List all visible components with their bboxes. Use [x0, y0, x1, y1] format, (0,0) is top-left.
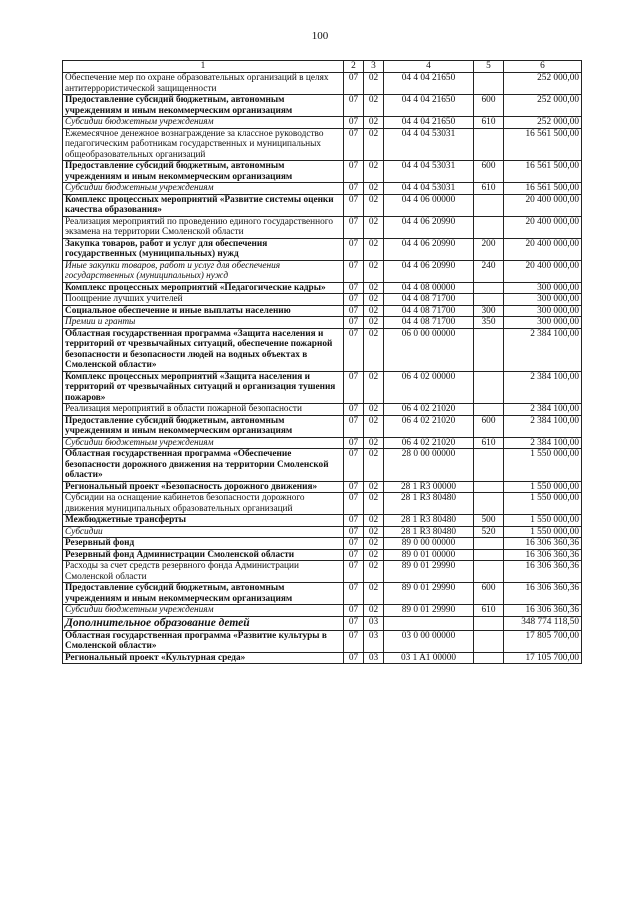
target-article-code: 03 1 A1 00000	[384, 652, 474, 664]
section-code: 07	[344, 404, 364, 416]
item-name: Областная государственная программа «Обеспечение безопасности дорожного движения на территории Смоленской области»	[63, 449, 344, 482]
item-name: Комплекс процессных мероприятий «Развитие системы оценки качества образования»	[63, 194, 344, 216]
table-row	[63, 616, 582, 630]
subsection-code: 02	[364, 583, 384, 605]
item-name: Премии и гранты	[63, 317, 344, 329]
amount: 2 384 100,00	[504, 404, 582, 416]
section-code: 07	[344, 317, 364, 329]
item-name: Предоставление субсидий бюджетным, автономным учреждениям и иным некоммерческим организациям	[63, 415, 344, 437]
item-name: Ежемесячное денежное вознаграждение за классное руководство педагогическим работникам государственных и муниципальных общеобразовательных организаций	[63, 128, 344, 161]
target-article-code: 04 4 06 20990	[384, 216, 474, 238]
item-name: Закупка товаров, работ и услуг для обеспечения государственных (муниципальных) нужд	[63, 238, 344, 260]
subsection-code: 02	[364, 73, 384, 95]
amount: 16 306 360,36	[504, 605, 582, 617]
item-name: Субсидии бюджетным учреждениям	[63, 605, 344, 617]
amount: 300 000,00	[504, 317, 582, 329]
target-article-code: 04 4 06 00000	[384, 194, 474, 216]
target-article-code: 89 0 01 29990	[384, 605, 474, 617]
table-row	[63, 437, 582, 449]
target-article-code: 04 4 06 20990	[384, 260, 474, 282]
amount: 20 400 000,00	[504, 194, 582, 216]
target-article-code: 04 4 08 71700	[384, 317, 474, 329]
section-code: 07	[344, 616, 364, 630]
section-code: 07	[344, 294, 364, 306]
expense-type-code	[474, 481, 504, 493]
item-name: Комплекс процессных мероприятий «Педагогические кадры»	[63, 282, 344, 294]
table-row	[63, 481, 582, 493]
expense-type-code: 520	[474, 526, 504, 538]
item-name: Региональный проект «Культурная среда»	[63, 652, 344, 664]
section-code: 07	[344, 216, 364, 238]
subsection-code: 02	[364, 95, 384, 117]
amount: 348 774 118,50	[504, 616, 582, 630]
subsection-code: 02	[364, 161, 384, 183]
section-code: 07	[344, 95, 364, 117]
table-row	[63, 630, 582, 652]
amount: 16 561 500,00	[504, 183, 582, 195]
expense-type-code: 610	[474, 437, 504, 449]
expense-type-code	[474, 216, 504, 238]
item-name: Обеспечение мер по охране образовательных организаций в целях антитеррористической защищенности	[63, 73, 344, 95]
section-code: 07	[344, 437, 364, 449]
section-code: 07	[344, 583, 364, 605]
table-row	[63, 526, 582, 538]
table-row	[63, 493, 582, 515]
table-row	[63, 652, 582, 664]
target-article-code: 04 4 04 21650	[384, 73, 474, 95]
section-code: 07	[344, 73, 364, 95]
target-article-code: 04 4 04 53031	[384, 183, 474, 195]
section-code: 07	[344, 371, 364, 404]
table-row	[63, 282, 582, 294]
target-article-code: 28 1 R3 80480	[384, 526, 474, 538]
column-header-6: 6	[504, 61, 582, 73]
section-code: 07	[344, 449, 364, 482]
expense-type-code	[474, 294, 504, 306]
amount: 300 000,00	[504, 305, 582, 317]
amount: 20 400 000,00	[504, 216, 582, 238]
target-article-code: 04 4 04 21650	[384, 117, 474, 129]
target-article-code: 06 4 02 00000	[384, 371, 474, 404]
target-article-code: 28 1 R3 00000	[384, 481, 474, 493]
expense-type-code	[474, 404, 504, 416]
expense-type-code: 200	[474, 238, 504, 260]
target-article-code: 28 1 R3 80480	[384, 515, 474, 527]
section-code: 07	[344, 549, 364, 561]
table-row	[63, 328, 582, 371]
subsection-code: 02	[364, 117, 384, 129]
item-name: Субсидии бюджетным учреждениям	[63, 183, 344, 195]
amount: 16 306 360,36	[504, 538, 582, 550]
amount: 17 805 700,00	[504, 630, 582, 652]
expense-type-code	[474, 73, 504, 95]
subsection-code: 02	[364, 415, 384, 437]
table-row	[63, 183, 582, 195]
table-row	[63, 415, 582, 437]
amount: 1 550 000,00	[504, 515, 582, 527]
amount: 16 561 500,00	[504, 128, 582, 161]
page-number: 100	[311, 30, 329, 42]
expense-type-code	[474, 630, 504, 652]
section-code: 07	[344, 260, 364, 282]
subsection-code: 02	[364, 549, 384, 561]
item-name: Резервный фонд Администрации Смоленской области	[63, 549, 344, 561]
target-article-code	[384, 616, 474, 630]
item-name: Субсидии на оснащение кабинетов безопасности дорожного движения муниципальных образовательных организаций	[63, 493, 344, 515]
table-row	[63, 371, 582, 404]
section-code: 07	[344, 538, 364, 550]
subsection-code: 02	[364, 481, 384, 493]
target-article-code: 89 0 01 29990	[384, 583, 474, 605]
item-name: Областная государственная программа «Развитие культуры в Смоленской области»	[63, 630, 344, 652]
item-name: Реализация мероприятий по проведению единого государственного экзамена на территории Смоленской области	[63, 216, 344, 238]
item-name: Субсидии бюджетным учреждениям	[63, 437, 344, 449]
subsection-code: 02	[364, 605, 384, 617]
expense-type-code: 600	[474, 415, 504, 437]
amount: 1 550 000,00	[504, 493, 582, 515]
section-code: 07	[344, 515, 364, 527]
table-row	[63, 561, 582, 583]
item-name: Предоставление субсидий бюджетным, автономным учреждениям и иным некоммерческим организациям	[63, 161, 344, 183]
target-article-code: 04 4 08 00000	[384, 282, 474, 294]
expense-type-code	[474, 194, 504, 216]
column-header-2: 2	[344, 61, 364, 73]
subsection-code: 02	[364, 282, 384, 294]
table-row	[63, 73, 582, 95]
subsection-code: 02	[364, 194, 384, 216]
column-header-5: 5	[474, 61, 504, 73]
amount: 16 306 360,36	[504, 549, 582, 561]
table-row	[63, 317, 582, 329]
amount: 1 550 000,00	[504, 449, 582, 482]
target-article-code: 89 0 00 00000	[384, 538, 474, 550]
table-header-row	[63, 61, 582, 73]
amount: 2 384 100,00	[504, 437, 582, 449]
item-name: Субсидии бюджетным учреждениям	[63, 117, 344, 129]
section-code: 07	[344, 652, 364, 664]
subsection-code: 02	[364, 561, 384, 583]
expense-type-code	[474, 449, 504, 482]
section-code: 07	[344, 493, 364, 515]
expense-type-code	[474, 371, 504, 404]
section-code: 07	[344, 117, 364, 129]
expense-type-code: 610	[474, 117, 504, 129]
target-article-code: 89 0 01 29990	[384, 561, 474, 583]
column-header-3: 3	[364, 61, 384, 73]
table-row	[63, 260, 582, 282]
amount: 2 384 100,00	[504, 371, 582, 404]
section-code: 07	[344, 328, 364, 371]
amount: 300 000,00	[504, 294, 582, 306]
section-code: 07	[344, 526, 364, 538]
subsection-code: 02	[364, 371, 384, 404]
expense-type-code: 600	[474, 95, 504, 117]
expense-type-code	[474, 538, 504, 550]
table-row	[63, 128, 582, 161]
target-article-code: 28 0 00 00000	[384, 449, 474, 482]
subsection-code: 02	[364, 238, 384, 260]
section-code: 07	[344, 128, 364, 161]
item-name: Дополнительное образование детей	[63, 616, 344, 630]
subsection-code: 02	[364, 449, 384, 482]
table-row	[63, 549, 582, 561]
subsection-code: 02	[364, 128, 384, 161]
item-name: Предоставление субсидий бюджетным, автономным учреждениям и иным некоммерческим организациям	[63, 583, 344, 605]
table-row	[63, 583, 582, 605]
subsection-code: 02	[364, 317, 384, 329]
table-row	[63, 515, 582, 527]
target-article-code: 06 4 02 21020	[384, 415, 474, 437]
target-article-code: 06 0 00 00000	[384, 328, 474, 371]
table-row	[63, 294, 582, 306]
expense-type-code	[474, 328, 504, 371]
subsection-code: 02	[364, 538, 384, 550]
item-name: Региональный проект «Безопасность дорожного движения»	[63, 481, 344, 493]
section-code: 07	[344, 415, 364, 437]
expense-type-code: 300	[474, 305, 504, 317]
item-name: Поощрение лучших учителей	[63, 294, 344, 306]
column-header-1: 1	[63, 61, 344, 73]
amount: 1 550 000,00	[504, 526, 582, 538]
target-article-code: 03 0 00 00000	[384, 630, 474, 652]
target-article-code: 06 4 02 21020	[384, 437, 474, 449]
amount: 300 000,00	[504, 282, 582, 294]
amount: 252 000,00	[504, 73, 582, 95]
item-name: Субсидии	[63, 526, 344, 538]
section-code: 07	[344, 630, 364, 652]
item-name: Резервный фонд	[63, 538, 344, 550]
item-name: Расходы за счет средств резервного фонда Администрации Смоленской области	[63, 561, 344, 583]
amount: 252 000,00	[504, 117, 582, 129]
table-row	[63, 605, 582, 617]
amount: 252 000,00	[504, 95, 582, 117]
section-code: 07	[344, 561, 364, 583]
column-header-4: 4	[384, 61, 474, 73]
expense-type-code: 610	[474, 605, 504, 617]
amount: 16 306 360,36	[504, 561, 582, 583]
expense-type-code: 600	[474, 583, 504, 605]
table-row	[63, 538, 582, 550]
target-article-code: 28 1 R3 80480	[384, 493, 474, 515]
table-row	[63, 404, 582, 416]
expense-type-code: 500	[474, 515, 504, 527]
table-row	[63, 117, 582, 129]
table-row	[63, 194, 582, 216]
expense-type-code: 610	[474, 183, 504, 195]
budget-table	[62, 60, 582, 664]
amount: 16 306 360,36	[504, 583, 582, 605]
target-article-code: 89 0 01 00000	[384, 549, 474, 561]
table-row	[63, 238, 582, 260]
subsection-code: 02	[364, 526, 384, 538]
expense-type-code	[474, 561, 504, 583]
subsection-code: 03	[364, 630, 384, 652]
target-article-code: 04 4 08 71700	[384, 305, 474, 317]
subsection-code: 02	[364, 260, 384, 282]
target-article-code: 04 4 04 53031	[384, 128, 474, 161]
subsection-code: 02	[364, 515, 384, 527]
amount: 2 384 100,00	[504, 415, 582, 437]
amount: 16 561 500,00	[504, 161, 582, 183]
subsection-code: 02	[364, 437, 384, 449]
expense-type-code	[474, 493, 504, 515]
amount: 17 105 700,00	[504, 652, 582, 664]
subsection-code: 02	[364, 216, 384, 238]
expense-type-code	[474, 616, 504, 630]
expense-type-code	[474, 128, 504, 161]
target-article-code: 04 4 04 21650	[384, 95, 474, 117]
table-row	[63, 161, 582, 183]
subsection-code: 02	[364, 183, 384, 195]
section-code: 07	[344, 161, 364, 183]
table-row	[63, 216, 582, 238]
item-name: Предоставление субсидий бюджетным, автономным учреждениям и иным некоммерческим организациям	[63, 95, 344, 117]
section-code: 07	[344, 305, 364, 317]
amount: 20 400 000,00	[504, 260, 582, 282]
amount: 20 400 000,00	[504, 238, 582, 260]
subsection-code: 03	[364, 616, 384, 630]
item-name: Межбюджетные трансферты	[63, 515, 344, 527]
table-row	[63, 449, 582, 482]
target-article-code: 04 4 08 71700	[384, 294, 474, 306]
subsection-code: 02	[364, 404, 384, 416]
table-row	[63, 305, 582, 317]
item-name: Социальное обеспечение и иные выплаты населению	[63, 305, 344, 317]
expense-type-code	[474, 282, 504, 294]
section-code: 07	[344, 605, 364, 617]
subsection-code: 02	[364, 294, 384, 306]
expense-type-code: 600	[474, 161, 504, 183]
expense-type-code	[474, 549, 504, 561]
subsection-code: 02	[364, 305, 384, 317]
item-name: Областная государственная программа «Защита населения и территорий от чрезвычайных ситуаций, обеспечение пожарной безопасности и безопасности людей на водных объектах в Смоленской области»	[63, 328, 344, 371]
section-code: 07	[344, 282, 364, 294]
table-body	[63, 73, 582, 664]
section-code: 07	[344, 481, 364, 493]
expense-type-code: 240	[474, 260, 504, 282]
expense-type-code	[474, 652, 504, 664]
target-article-code: 04 4 06 20990	[384, 238, 474, 260]
section-code: 07	[344, 183, 364, 195]
item-name: Комплекс процессных мероприятий «Защита населения и территорий от чрезвычайных ситуаций и организация тушения пожаров»	[63, 371, 344, 404]
amount: 1 550 000,00	[504, 481, 582, 493]
item-name: Иные закупки товаров, работ и услуг для обеспечения государственных (муниципальных) нужд	[63, 260, 344, 282]
expense-type-code: 350	[474, 317, 504, 329]
item-name: Реализация мероприятий в области пожарной безопасности	[63, 404, 344, 416]
table-row	[63, 95, 582, 117]
target-article-code: 04 4 04 53031	[384, 161, 474, 183]
subsection-code: 03	[364, 652, 384, 664]
subsection-code: 02	[364, 328, 384, 371]
subsection-code: 02	[364, 493, 384, 515]
section-code: 07	[344, 194, 364, 216]
section-code: 07	[344, 238, 364, 260]
amount: 2 384 100,00	[504, 328, 582, 371]
target-article-code: 06 4 02 21020	[384, 404, 474, 416]
